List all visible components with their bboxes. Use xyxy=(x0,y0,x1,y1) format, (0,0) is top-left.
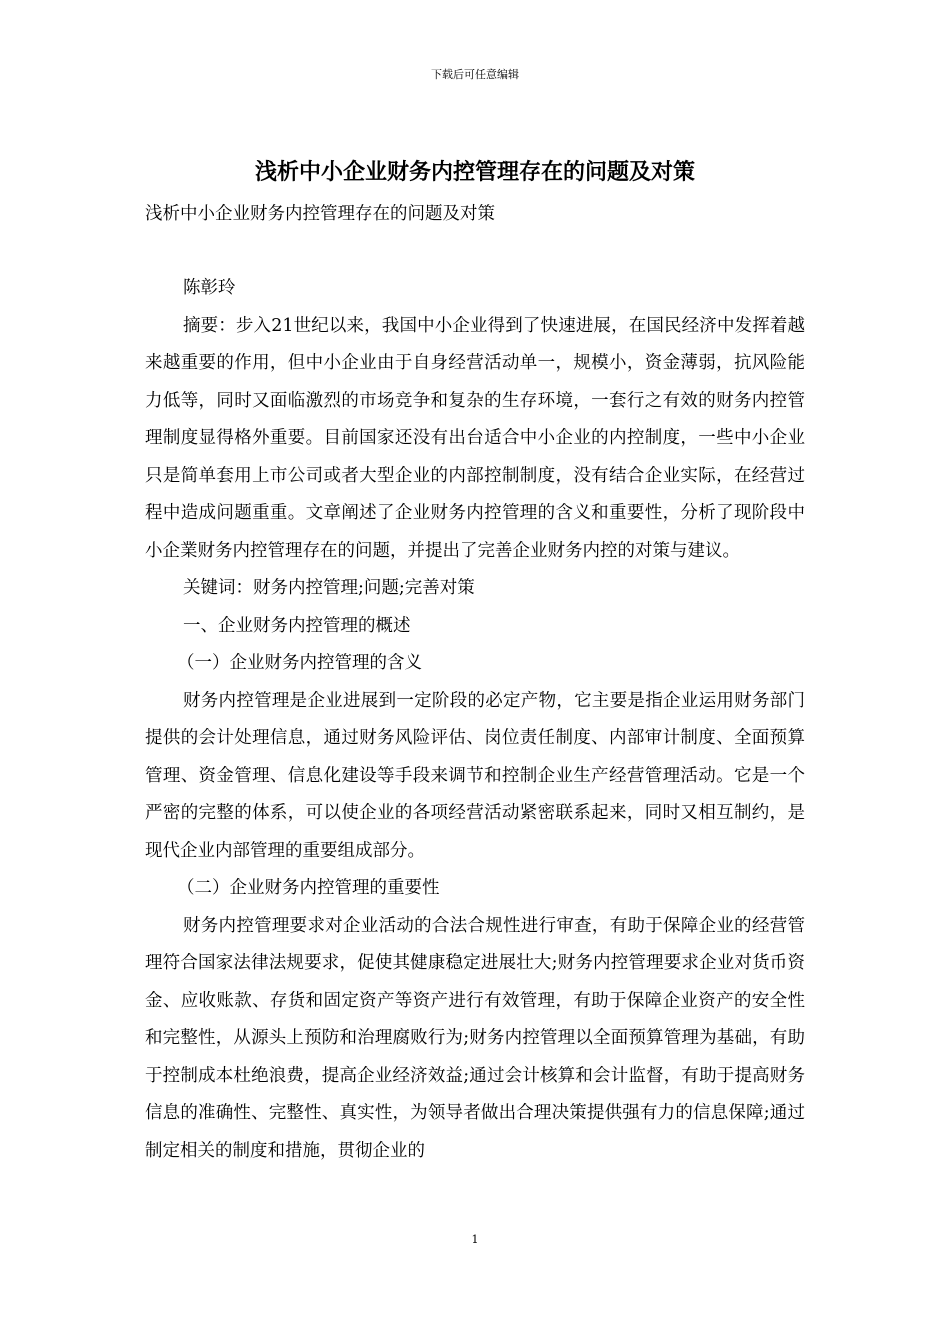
document-body xyxy=(145,270,805,1170)
page-number: 1 xyxy=(471,1233,479,1246)
document-title: 浅析中小企业财务内控管理存在的问题及对策 xyxy=(254,159,695,185)
keywords-line: 关键词：财务内控管理;问题;完善对策 xyxy=(183,578,475,598)
abstract-paragraph: 摘要：步入21世纪以来，我国中小企业得到了快速进展，在国民经济中发挥着越来越重要的作用，但中小企业由于自身经营活动单一，规模小，资金薄弱，抗风险能力低等，同时又面临激烈的市场竞争和复杂的生存环境，一套行之有效的财务内控管理制度显得格外重要。目前国家还没有出台适合中小企业的内控制度，一些中小企业只是简单套用上市公司或者大型企业的内部控制制度，没有结合企业实际，在经营过程中造成问题重重。文章阐述了企业财务内控管理的含义和重要性，分析了现阶段中小企業财务内控管理存在的问题，并提出了完善企业财务内控的对策与建议。 xyxy=(145,315,805,561)
page-header-note: 下载后可任意编辑 xyxy=(431,68,519,81)
subsection-paragraph: 财务内控管理要求对企业活动的合法合规性进行审查，有助于保障企业的经营管理符合国家法律法规要求，促使其健康稳定进展壮大;财务内控管理要求企业对货币资金、应收账款、存货和固定资产等资产进行有效管理，有助于保障企业资产的安全性和完整性，从源头上预防和治理腐败行为;财务内控管理以全面预算管理为基础，有助于控制成本杜绝浪费，提高企业经济效益;通过会计核算和会计监督，有助于提高财务信息的准确性、完整性、真实性，为领导者做出合理决策提供强有力的信息保障;通过制定相关的制度和措施，贯彻企业的 xyxy=(145,915,805,1161)
subsection-heading: （一）企业财务内控管理的含义 xyxy=(177,653,422,673)
subsection-paragraph: 财务内控管理是企业进展到一定阶段的必定产物，它主要是指企业运用财务部门提供的会计处理信息，通过财务风险评估、岗位责任制度、内部审计制度、全面预算管理、资金管理、信息化建设等手段来调节和控制企业生产经营管理活动。它是一个严密的完整的体系，可以使企业的各项经营活动紧密联系起来，同时又相互制约，是现代企业内部管理的重要组成部分。 xyxy=(145,690,805,861)
author-line: 陈彰玲 xyxy=(183,278,236,298)
subsection-heading: （二）企业财务内控管理的重要性 xyxy=(177,878,440,898)
section-heading: 一、企业财务内控管理的概述 xyxy=(183,615,411,636)
document-subtitle: 浅析中小企业财务内控管理存在的问题及对策 xyxy=(145,204,495,224)
